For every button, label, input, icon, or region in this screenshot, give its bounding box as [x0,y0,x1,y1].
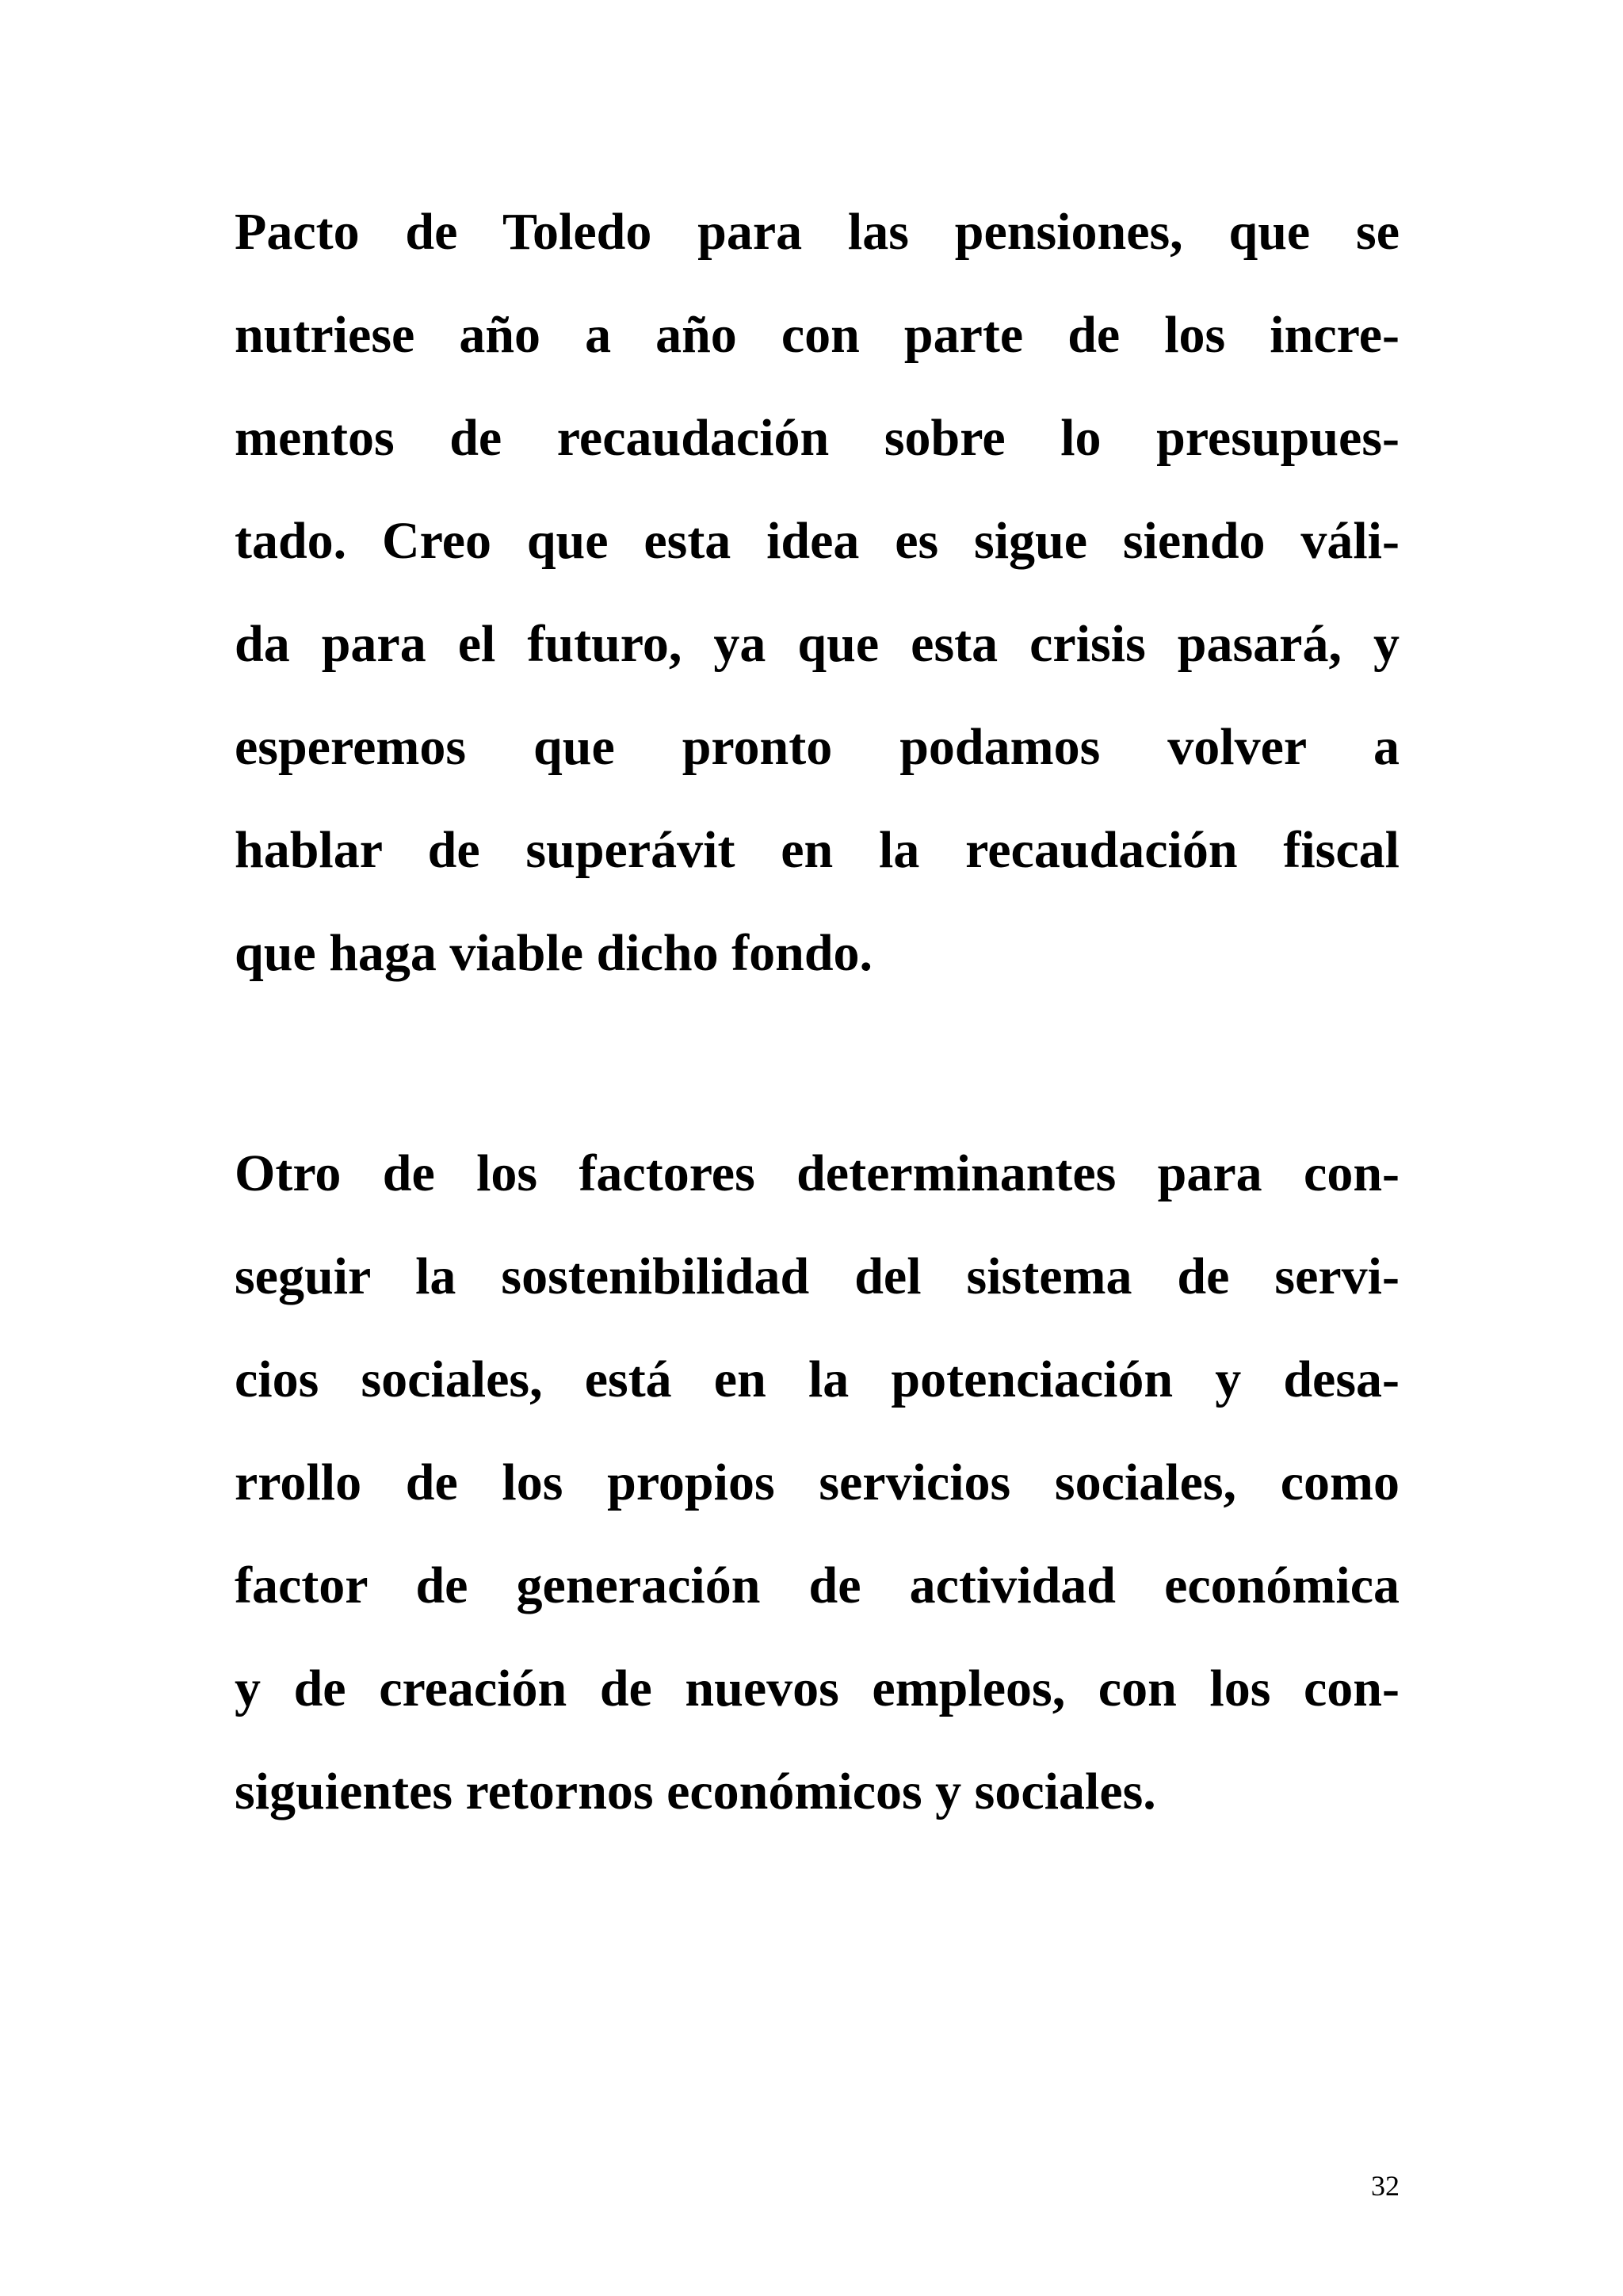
text-line: da para el futuro, ya que esta crisis pasará, y [235,615,1400,673]
text-line: rrollo de los propios servicios sociales, como [235,1454,1400,1511]
text-line: que haga viable dicho fondo. [235,924,873,982]
text-line: cios sociales, está en la potenciación y desa- [235,1350,1400,1408]
text-line: Pacto de Toledo para las pensiones, que se [235,203,1400,261]
text-line: seguir la sostenibilidad del sistema de servi- [235,1247,1400,1305]
text-line: hablar de superávit en la recaudación fiscal [235,821,1400,879]
text-line: tado. Creo que esta idea es sigue siendo váli- [235,512,1400,570]
text-line: y de creación de nuevos empleos, con los con- [235,1660,1400,1717]
page-number: 32 [1371,2170,1400,2202]
text-line: Otro de los factores determinantes para con- [235,1144,1400,1202]
text-line: esperemos que pronto podamos volver a [235,718,1400,776]
paragraph-2 [235,1122,1400,1843]
paragraph-1 [235,181,1400,1005]
text-line: siguientes retornos económicos y sociales. [235,1763,1156,1820]
text-line: factor de generación de actividad económica [235,1557,1400,1614]
text-line: mentos de recaudación sobre lo presupues- [235,409,1400,467]
text-line: nutriese año a año con parte de los incre- [235,306,1400,364]
